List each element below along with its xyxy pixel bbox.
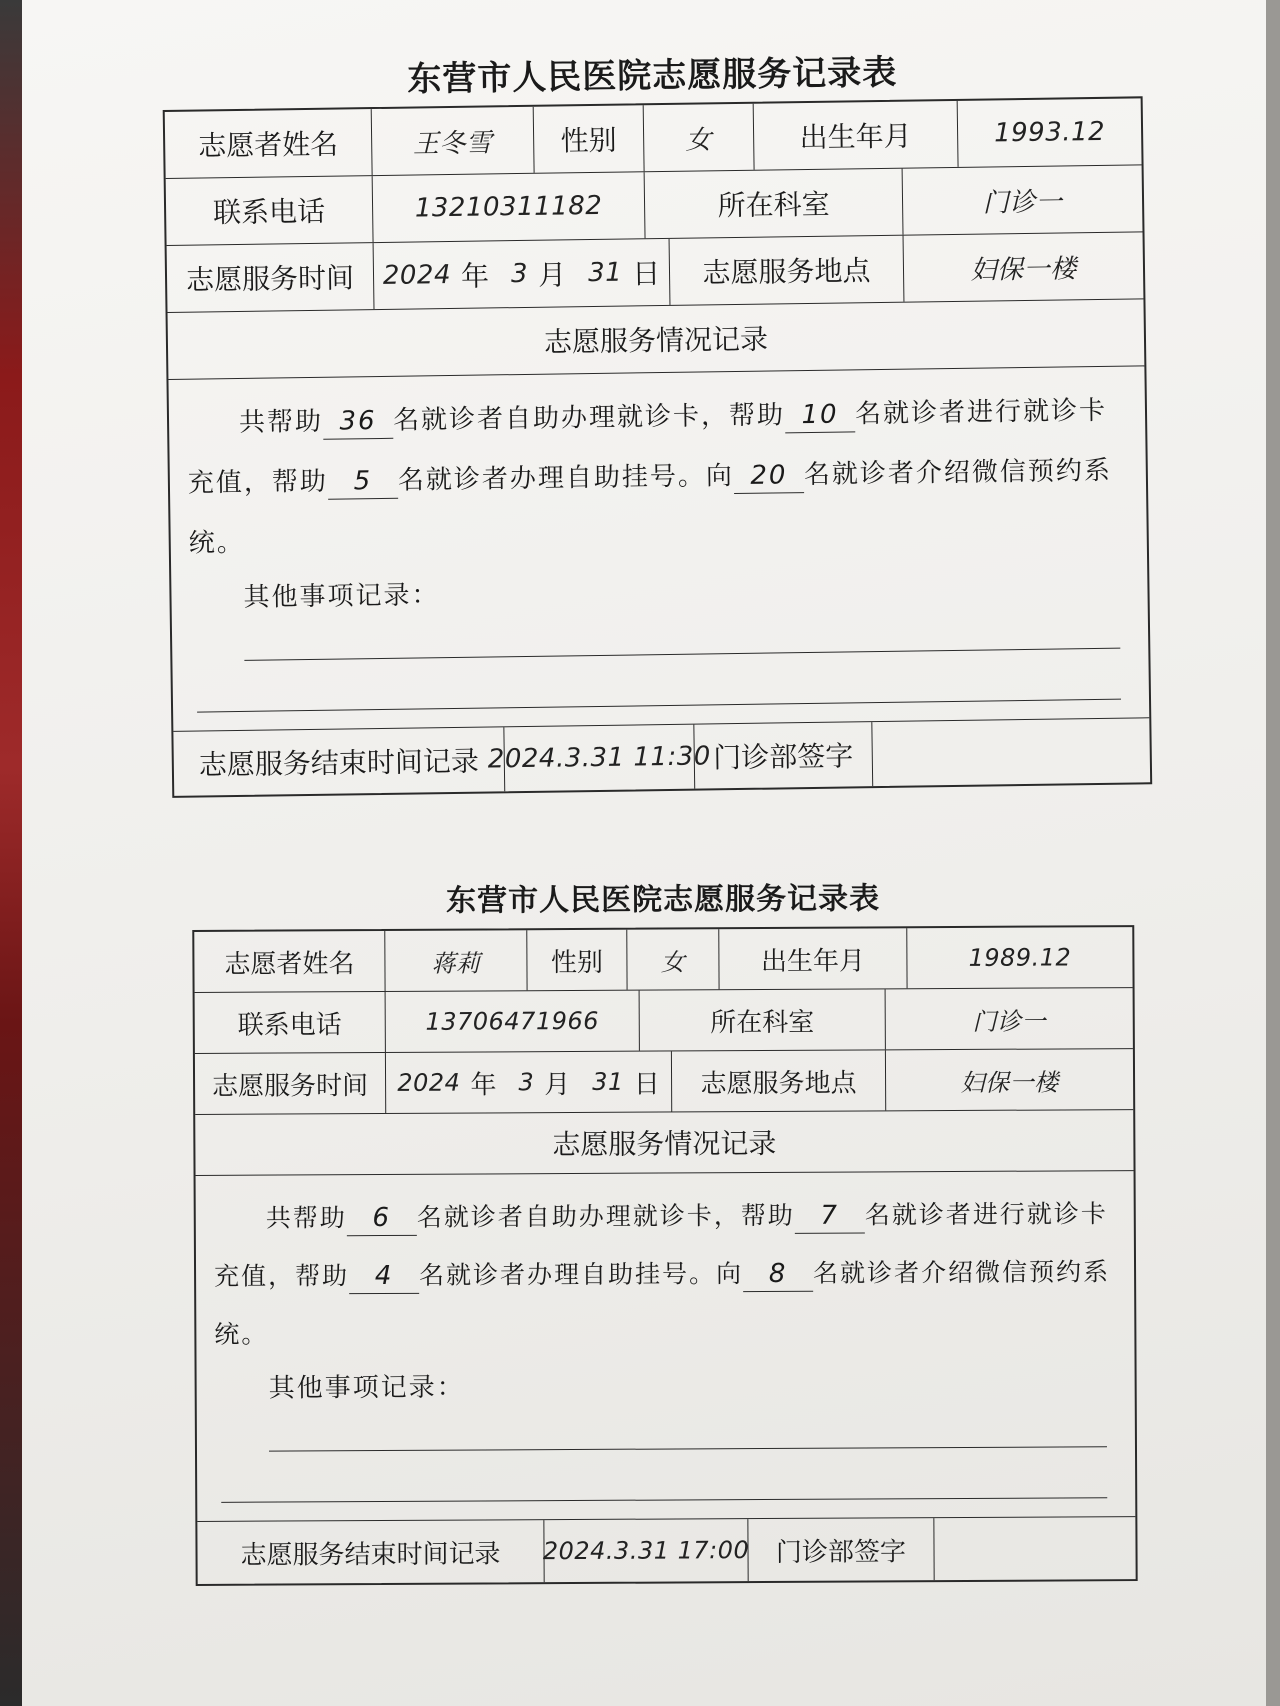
- row-service-time: [167, 231, 1144, 312]
- label-signature: 门诊部签字: [693, 722, 872, 788]
- label-end-time: 志愿服务结束时间记录: [198, 744, 480, 782]
- count-wechat-intro: 20: [734, 458, 804, 494]
- year-unit: 年: [470, 1069, 497, 1101]
- service-day: 31: [592, 1067, 624, 1096]
- count-self-registration: 5: [328, 464, 398, 500]
- value-service-date: [385, 1051, 671, 1112]
- count-id-cards: 6: [347, 1201, 417, 1236]
- form-grid: [192, 925, 1137, 1586]
- month-unit: 月: [544, 1069, 571, 1100]
- value-phone: 13210311182: [372, 172, 645, 242]
- count-card-topups: 10: [785, 397, 855, 433]
- service-record-body: [168, 365, 1149, 731]
- label-service-location: 志愿服务地点: [671, 1050, 885, 1111]
- value-gender: 女: [626, 929, 718, 989]
- volunteer-record-form-1: [162, 46, 1152, 798]
- paper-sheet: [22, 0, 1266, 1706]
- label-name: 志愿者姓名: [197, 127, 339, 163]
- record-text: 名就诊者自助办理就诊卡，帮助: [392, 400, 786, 436]
- value-service-date: [373, 239, 670, 309]
- label-birth: 出生年月: [718, 928, 906, 989]
- record-text: 名就诊者介绍微信预约系统。: [214, 1257, 1111, 1349]
- record-text: 名就诊者办理自助挂号。向: [419, 1259, 744, 1290]
- volunteer-record-form-2: [192, 875, 1138, 1586]
- label-department: 所在科室: [644, 169, 903, 239]
- month-unit: 月: [537, 258, 567, 292]
- other-notes-label: 其他事项记录：: [243, 580, 440, 613]
- section-title: 志愿服务情况记录: [552, 1126, 777, 1162]
- form-title: 东营市人民医院志愿服务记录表: [446, 881, 881, 919]
- label-phone: 联系电话: [237, 1009, 342, 1041]
- service-record-paragraph: [187, 381, 1133, 574]
- value-birth: 1993.12: [957, 98, 1142, 167]
- label-end-time: 志愿服务结束时间记录: [240, 1538, 501, 1571]
- form-grid: [163, 96, 1153, 798]
- value-end-time: 2024.3.31 11:30: [503, 725, 694, 792]
- service-year: 2024: [382, 259, 452, 291]
- notes-line: [244, 648, 1120, 661]
- background-right-edge: [1264, 0, 1280, 1706]
- value-end-time: 2024.3.31 17:00: [543, 1519, 747, 1582]
- service-year: 2024: [397, 1068, 461, 1097]
- value-signature: [933, 1517, 1135, 1580]
- value-gender: 女: [643, 104, 754, 172]
- day-unit: 日: [633, 1069, 660, 1100]
- form-title: 东营市人民医院志愿服务记录表: [407, 52, 898, 100]
- row-phone: [166, 164, 1143, 245]
- label-signature: 门诊部签字: [747, 1518, 933, 1581]
- label-birth: 出生年月: [753, 101, 958, 170]
- day-unit: 日: [631, 257, 661, 291]
- label-name: 志愿者姓名: [224, 948, 355, 980]
- value-service-location: 妇保一楼: [885, 1049, 1133, 1110]
- record-text: 名就诊者介绍微信预约系统。: [188, 455, 1113, 559]
- value-department: 门诊一: [885, 988, 1133, 1049]
- label-service-time: 志愿服务时间: [211, 1070, 369, 1102]
- label-department: 所在科室: [639, 989, 885, 1050]
- notes-line: [269, 1446, 1107, 1451]
- record-text: 名就诊者办理自助挂号。向: [397, 461, 735, 496]
- value-name: 蒋莉: [384, 930, 526, 991]
- service-record-body: [196, 1170, 1136, 1521]
- value-birth: 1989.12: [906, 927, 1132, 988]
- count-self-registration: 4: [349, 1259, 419, 1294]
- count-card-topups: 7: [795, 1198, 865, 1233]
- notes-line: [221, 1497, 1107, 1503]
- notes-line: [197, 699, 1121, 713]
- record-text: 共帮助: [238, 406, 324, 438]
- value-department: 门诊一: [902, 165, 1143, 234]
- other-notes-label: 其他事项记录：: [268, 1372, 465, 1404]
- service-day: 31: [587, 257, 623, 289]
- row-phone: [195, 987, 1133, 1053]
- service-month: 3: [510, 258, 529, 290]
- service-record-paragraph: [214, 1185, 1121, 1364]
- label-service-time: 志愿服务时间: [185, 261, 355, 297]
- label-phone: 联系电话: [212, 194, 326, 230]
- row-end-time: [173, 717, 1150, 796]
- label-gender: 性别: [526, 930, 626, 991]
- record-text: 共帮助: [265, 1203, 347, 1233]
- row-service-time: [195, 1048, 1133, 1114]
- row-end-time: [197, 1516, 1135, 1584]
- year-unit: 年: [460, 259, 490, 293]
- value-service-location: 妇保一楼: [903, 232, 1144, 301]
- record-text: 名就诊者进行就诊卡充值，帮助: [213, 1199, 1108, 1291]
- label-service-location: 志愿服务地点: [669, 236, 904, 305]
- count-wechat-intro: 8: [743, 1257, 813, 1292]
- record-text: 名就诊者自助办理就诊卡，帮助: [416, 1200, 795, 1232]
- value-name: 王冬雪: [371, 107, 534, 175]
- section-title: 志愿服务情况记录: [543, 322, 769, 359]
- record-text: 名就诊者进行就诊卡充值，帮助: [187, 395, 1108, 499]
- value-phone: 13706471966: [385, 991, 639, 1052]
- count-id-cards: 36: [323, 404, 393, 440]
- section-header: [195, 1109, 1133, 1175]
- row-name: [194, 927, 1132, 992]
- value-signature: [871, 718, 1150, 786]
- row-name: [165, 98, 1142, 178]
- service-month: 3: [518, 1068, 535, 1097]
- label-gender: 性别: [533, 105, 644, 173]
